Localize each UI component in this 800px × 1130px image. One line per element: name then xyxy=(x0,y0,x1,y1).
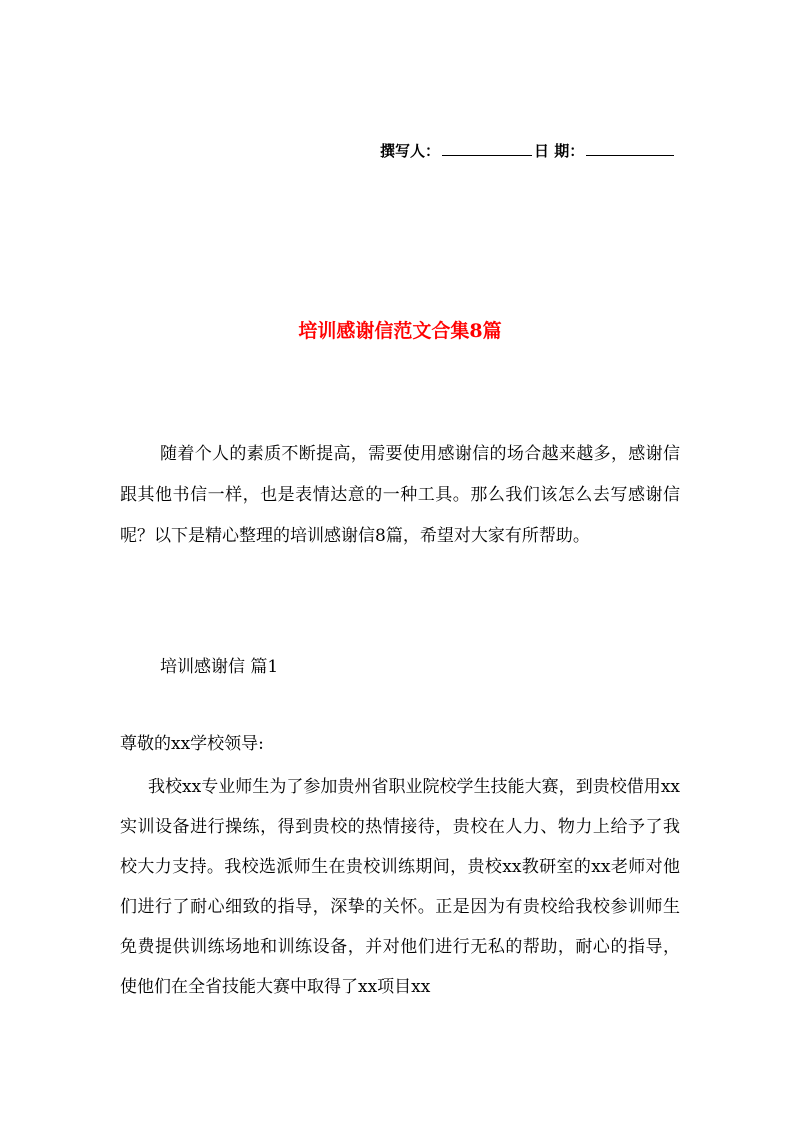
author-blank xyxy=(442,141,532,156)
document-title: 培训感谢信范文合集8篇 xyxy=(298,320,502,342)
intro-paragraph: 随着个人的素质不断提高，需要使用感谢信的场合越来越多，感谢信跟其他书信一样，也是表情达意的一种工具。那么我们该怎么去写感谢信呢？以下是精心整理的培训感谢信8篇，希望对大家有所帮助。 xyxy=(120,444,680,546)
date-label: 日 期： xyxy=(534,142,585,160)
section-heading: 培训感谢信 篇1 xyxy=(160,657,279,677)
letter-body: 我校xx专业师生为了参加贵州省职业院校学生技能大赛，到贵校借用xx实训设备进行操练，得到贵校的热情接待，贵校在人力、物力上给予了我校大力支持。我校选派师生在贵校训练期间，贵校xx教研室的xx老师对他们进行了耐心细致的指导，深挚的关怀。正是因为有贵校给我校参训师生免费提供训练场地和训练设备，并对他们进行无私的帮助，耐心的指导，使他们在全省技能大赛中取得了xx项目xx xyxy=(120,777,680,997)
author-label: 撰写人： xyxy=(380,142,441,160)
author-date-line xyxy=(380,140,680,161)
letter-salutation: 尊敬的xx学校领导: xyxy=(120,734,264,754)
date-blank xyxy=(586,141,674,156)
